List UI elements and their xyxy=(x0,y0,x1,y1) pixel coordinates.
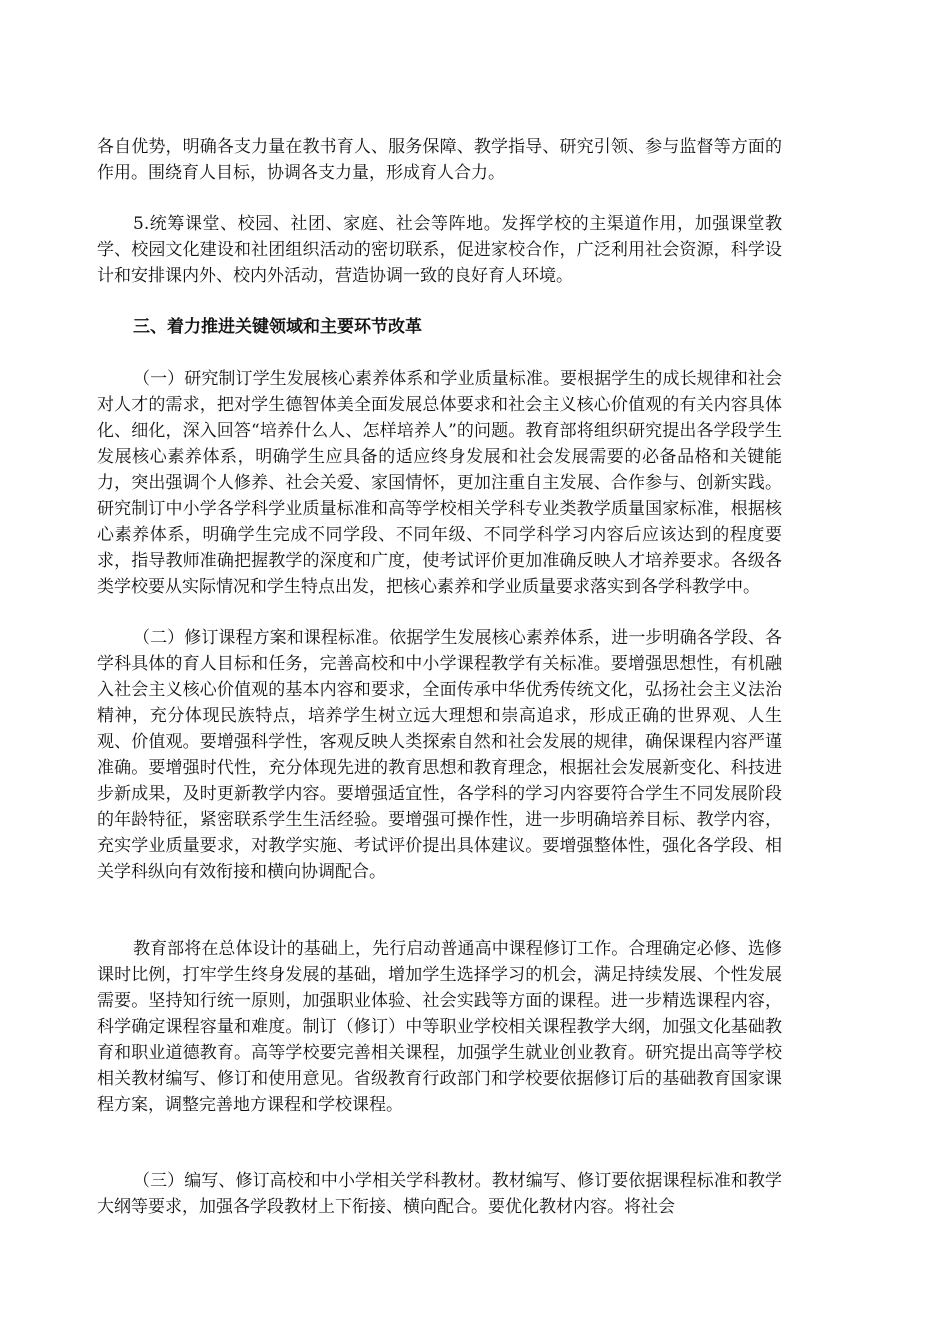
section-heading-3: 三、着力推进关键领域和主要环节改革 xyxy=(133,317,422,337)
paragraph-subsection-2: （二）修订课程方案和课程标准。依据学生发展核心素养体系，进一步明确各学段、各学科具体的育人目标和任务，完善高校和中小学课程教学有关标准。要增强思想性，有机融入社会主义核心价值观的基本内容和要求，全面传承中华优秀传统文化，弘扬社会主义法治精神，充分体现民族特点，培养学生树立远大理想和崇高追求，形成正确的世界观、人生观、价值观。要增强科学性，客观反映人类探索自然和社会发展的规律，确保课程内容严谨准确。要增强时代性，充分体现先进的教育思想和教育理念，根据社会发展新变化、科技进步新成果，及时更新教学内容。要增强适宜性，各学科的学习内容要符合学生不同发展阶段的年龄特征，紧密联系学生生活经验。要增强可操作性，进一步明确培养目标、教学内容，充实学业质量要求，对教学实施、考试评价提出具体建议。要增强整体性，强化各学段、相关学科纵向有效衔接和横向协调配合。 xyxy=(97,628,782,882)
paragraph-item-5: 5.统筹课堂、校园、社团、家庭、社会等阵地。发挥学校的主渠道作用，加强课堂教学、校园文化建设和社团组织活动的密切联系，促进家校合作，广泛利用社会资源，科学设计和安排课内外、校内外活动，营造协调一致的良好育人环境。 xyxy=(97,214,782,286)
paragraph-subsection-1: （一）研究制订学生发展核心素养体系和学业质量标准。要根据学生的成长规律和社会对人才的需求，把对学生德智体美全面发展总体要求和社会主义核心价值观的有关内容具体化、细化，深入回答“培养什么人、怎样培养人”的问题。教育部将组织研究提出各学段学生发展核心素养体系，明确学生应具备的适应终身发展和社会发展需要的必备品格和关键能力，突出强调个人修养、社会关爱、家国情怀，更加注重自主发展、合作参与、创新实践。研究制订中小学各学科学业质量标准和高等学校相关学科专业类教学质量国家标准，根据核心素养体系，明确学生完成不同学段、不同年级、不同学科学习内容后应该达到的程度要求，指导教师准确把握教学的深度和广度，使考试评价更加准确反映人才培养要求。各级各类学校要从实际情况和学生特点出发，把核心素养和学业质量要求落实到各学科教学中。 xyxy=(97,369,782,597)
paragraph-curriculum-revision: 教育部将在总体设计的基础上，先行启动普通高中课程修订工作。合理确定必修、选修课时比例，打牢学生终身发展的基础，增加学生选择学习的机会，满足持续发展、个性发展需要。坚持知行统一原则，加强职业体验、社会实践等方面的课程。进一步精选课程内容，科学确定课程容量和难度。制订（修订）中等职业学校相关课程教学大纲，加强文化基础教育和职业道德教育。高等学校要完善相关课程，加强学生就业创业教育。研究提出高等学校相关教材编写、修订和使用意见。省级教育行政部门和学校要依据修订后的基础教育国家课程方案，调整完善地方课程和学校课程。 xyxy=(97,939,782,1115)
paragraph-continuation: 各自优势，明确各支力量在教书育人、服务保障、教学指导、研究引领、参与监督等方面的作用。围绕育人目标，协调各支力量，形成育人合力。 xyxy=(97,137,782,183)
paragraph-subsection-3: （三）编写、修订高校和中小学相关学科教材。教材编写、修订要依据课程标准和教学大纲等要求，加强各学段教材上下衔接、横向配合。要优化教材内容。将社会 xyxy=(97,1171,782,1217)
